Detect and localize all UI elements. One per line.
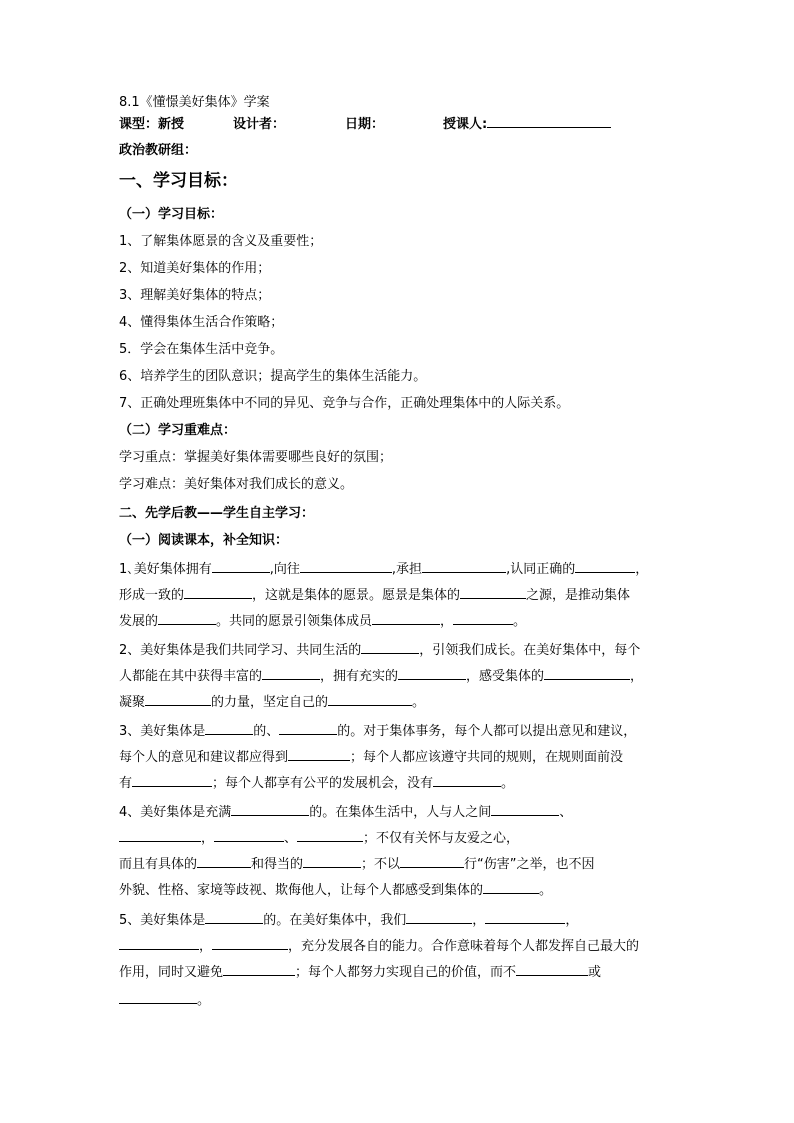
text: 而且有具体的 bbox=[119, 857, 198, 872]
text: ；每个人都努力实现自己的价值，而不 bbox=[295, 965, 517, 980]
blank bbox=[223, 963, 295, 976]
designer-label: 设计者： bbox=[233, 117, 286, 132]
blank bbox=[406, 911, 472, 924]
text: 1､美好集体拥有 bbox=[119, 562, 212, 577]
text: 的力量，坚定自己的 bbox=[211, 695, 329, 710]
blank bbox=[328, 693, 412, 706]
section1-heading: 一、学习目标： bbox=[119, 171, 238, 191]
q1-line3 bbox=[119, 612, 526, 631]
blank bbox=[575, 560, 635, 573]
q3-line1 bbox=[119, 722, 636, 741]
blank bbox=[516, 963, 588, 976]
text: ， bbox=[635, 562, 649, 577]
blank bbox=[119, 829, 201, 842]
key-points-heading: （二）学习重难点： bbox=[119, 423, 237, 438]
blank bbox=[544, 667, 630, 680]
blank bbox=[132, 774, 212, 787]
q5-line4 bbox=[119, 991, 210, 1010]
blank bbox=[288, 748, 350, 761]
text: 凝聚 bbox=[119, 695, 146, 710]
blank bbox=[212, 560, 270, 573]
blank bbox=[460, 586, 526, 599]
blank bbox=[145, 693, 211, 706]
text: ， bbox=[199, 939, 213, 954]
blank bbox=[491, 803, 559, 816]
blank bbox=[422, 560, 506, 573]
blank bbox=[158, 612, 216, 625]
goal-item: 7、正确处理班集体中不同的异见、竞争与合作，正确处理集体中的人际关系。 bbox=[119, 396, 570, 411]
date-label: 日期： bbox=[345, 117, 385, 132]
q5-line2 bbox=[119, 937, 639, 956]
blank bbox=[279, 722, 337, 735]
text: ,认同正确的 bbox=[506, 562, 576, 577]
text: 。 bbox=[501, 776, 515, 791]
text: 4、美好集体是充满 bbox=[119, 805, 232, 820]
blank bbox=[483, 881, 539, 894]
q4-line2 bbox=[119, 829, 519, 848]
q4-line4 bbox=[119, 881, 552, 900]
text: 每个人的意见和建议都应得到 bbox=[119, 750, 289, 765]
text: ，这就是集体的愿景。愿景是集体的 bbox=[252, 588, 461, 603]
blank bbox=[214, 829, 284, 842]
text: 行“伤害”之举，也不因 bbox=[464, 857, 595, 872]
text: 发展的 bbox=[119, 614, 159, 629]
text: 的。对于集体事务，每个人都可以提出意见和建议， bbox=[337, 724, 637, 739]
text: ，引领我们成长。在美好集体中，每个 bbox=[419, 643, 641, 658]
text: ， bbox=[565, 913, 579, 928]
text: 的。在美好集体中，我们 bbox=[263, 913, 407, 928]
blank bbox=[205, 911, 263, 924]
text: 、 bbox=[559, 805, 573, 820]
text: 外貌、性格、家境等歧视、欺侮他人，让每个人都感受到集体的 bbox=[119, 883, 484, 898]
text: 和得当的 bbox=[251, 857, 304, 872]
text: 作用，同时又避免 bbox=[119, 965, 224, 980]
blank bbox=[297, 829, 363, 842]
text: ， bbox=[440, 614, 454, 629]
blank bbox=[184, 586, 252, 599]
q2-line3 bbox=[119, 693, 425, 712]
text: 。 bbox=[539, 883, 553, 898]
blank bbox=[372, 612, 440, 625]
blank bbox=[197, 855, 251, 868]
lesson-type: 课型：新授 bbox=[119, 117, 185, 132]
text: 、 bbox=[284, 831, 298, 846]
goal-item: 6、培养学生的团队意识；提高学生的集体生活能力。 bbox=[119, 369, 427, 384]
q3-line2 bbox=[119, 748, 623, 767]
text: 之源，是推动集体 bbox=[526, 588, 631, 603]
text: 。 bbox=[197, 993, 211, 1008]
text: ， bbox=[472, 913, 486, 928]
reading-heading: （一）阅读课本，补全知识： bbox=[119, 533, 289, 548]
text: ；每个人都享有公平的发展机会，没有 bbox=[212, 776, 434, 791]
text: 有 bbox=[119, 776, 133, 791]
q5-line1 bbox=[119, 911, 578, 930]
text: ,向往 bbox=[269, 562, 300, 577]
text: ；每个人都应该遵守共同的规则，在规则面前没 bbox=[350, 750, 624, 765]
blank bbox=[262, 667, 320, 680]
teacher-label bbox=[443, 113, 611, 132]
goal-item: 2、知道美好集体的作用； bbox=[119, 261, 271, 276]
text: ，拥有充实的 bbox=[320, 669, 399, 684]
teacher-label-text: 授课人: bbox=[443, 117, 488, 132]
goal-item: 3、理解美好集体的特点； bbox=[119, 288, 271, 303]
blank bbox=[303, 855, 361, 868]
q1-line2 bbox=[119, 586, 630, 605]
difficult-point: 学习难点：美好集体对我们成长的意义。 bbox=[119, 477, 354, 492]
blank bbox=[231, 803, 309, 816]
text: ， bbox=[201, 831, 215, 846]
blank bbox=[485, 911, 565, 924]
text: 5、美好集体是 bbox=[119, 913, 206, 928]
q2-line2 bbox=[119, 667, 643, 686]
q2-line1 bbox=[119, 641, 640, 660]
blank bbox=[361, 641, 419, 654]
blank bbox=[400, 855, 464, 868]
blank bbox=[212, 937, 288, 950]
section2-heading: 二、先学后教——学生自主学习： bbox=[119, 506, 315, 521]
text: 的。在集体生活中，人与人之间 bbox=[309, 805, 492, 820]
text: ；不以 bbox=[361, 857, 401, 872]
text: 2、美好集体是我们共同学习、共同生活的 bbox=[119, 643, 362, 658]
q1-line1 bbox=[119, 560, 648, 579]
text: 或 bbox=[588, 965, 602, 980]
goal-item: 5．学会在集体生活中竞争。 bbox=[119, 342, 284, 357]
blank bbox=[205, 722, 253, 735]
blank bbox=[119, 937, 199, 950]
q5-line3 bbox=[119, 963, 601, 982]
text: 形成一致的 bbox=[119, 588, 185, 603]
q4-line3 bbox=[119, 855, 595, 874]
text: 人都能在其中获得丰富的 bbox=[119, 669, 263, 684]
q3-line3 bbox=[119, 774, 514, 793]
text: 3、美好集体是 bbox=[119, 724, 206, 739]
text: 。共同的愿景引领集体成员 bbox=[216, 614, 373, 629]
blank bbox=[453, 612, 513, 625]
text: 。 bbox=[412, 695, 426, 710]
blank bbox=[300, 560, 392, 573]
text: ；不仅有关怀与友爱之心， bbox=[363, 831, 520, 846]
blank bbox=[119, 991, 197, 1004]
goals-heading: （一）学习目标： bbox=[119, 207, 224, 222]
text: 。 bbox=[513, 614, 527, 629]
blank bbox=[433, 774, 501, 787]
text: ，充分发展各自的能力。合作意味着每个人都发挥自己最大的 bbox=[288, 939, 640, 954]
teaching-group: 政治教研组： bbox=[119, 143, 198, 158]
text: 的、 bbox=[253, 724, 280, 739]
text: ，感受集体的 bbox=[466, 669, 545, 684]
key-point: 学习重点：掌握美好集体需要哪些良好的氛围； bbox=[119, 450, 393, 465]
text: ， bbox=[630, 669, 644, 684]
teacher-blank bbox=[487, 115, 611, 128]
doc-title: 8.1《懂憬美好集体》学案 bbox=[119, 95, 270, 110]
goal-item: 1、了解集体愿景的含义及重要性； bbox=[119, 234, 323, 249]
text: ,承担 bbox=[391, 562, 423, 577]
blank bbox=[398, 667, 466, 680]
goal-item: 4、懂得集体生活合作策略； bbox=[119, 315, 284, 330]
q4-line1 bbox=[119, 803, 572, 822]
